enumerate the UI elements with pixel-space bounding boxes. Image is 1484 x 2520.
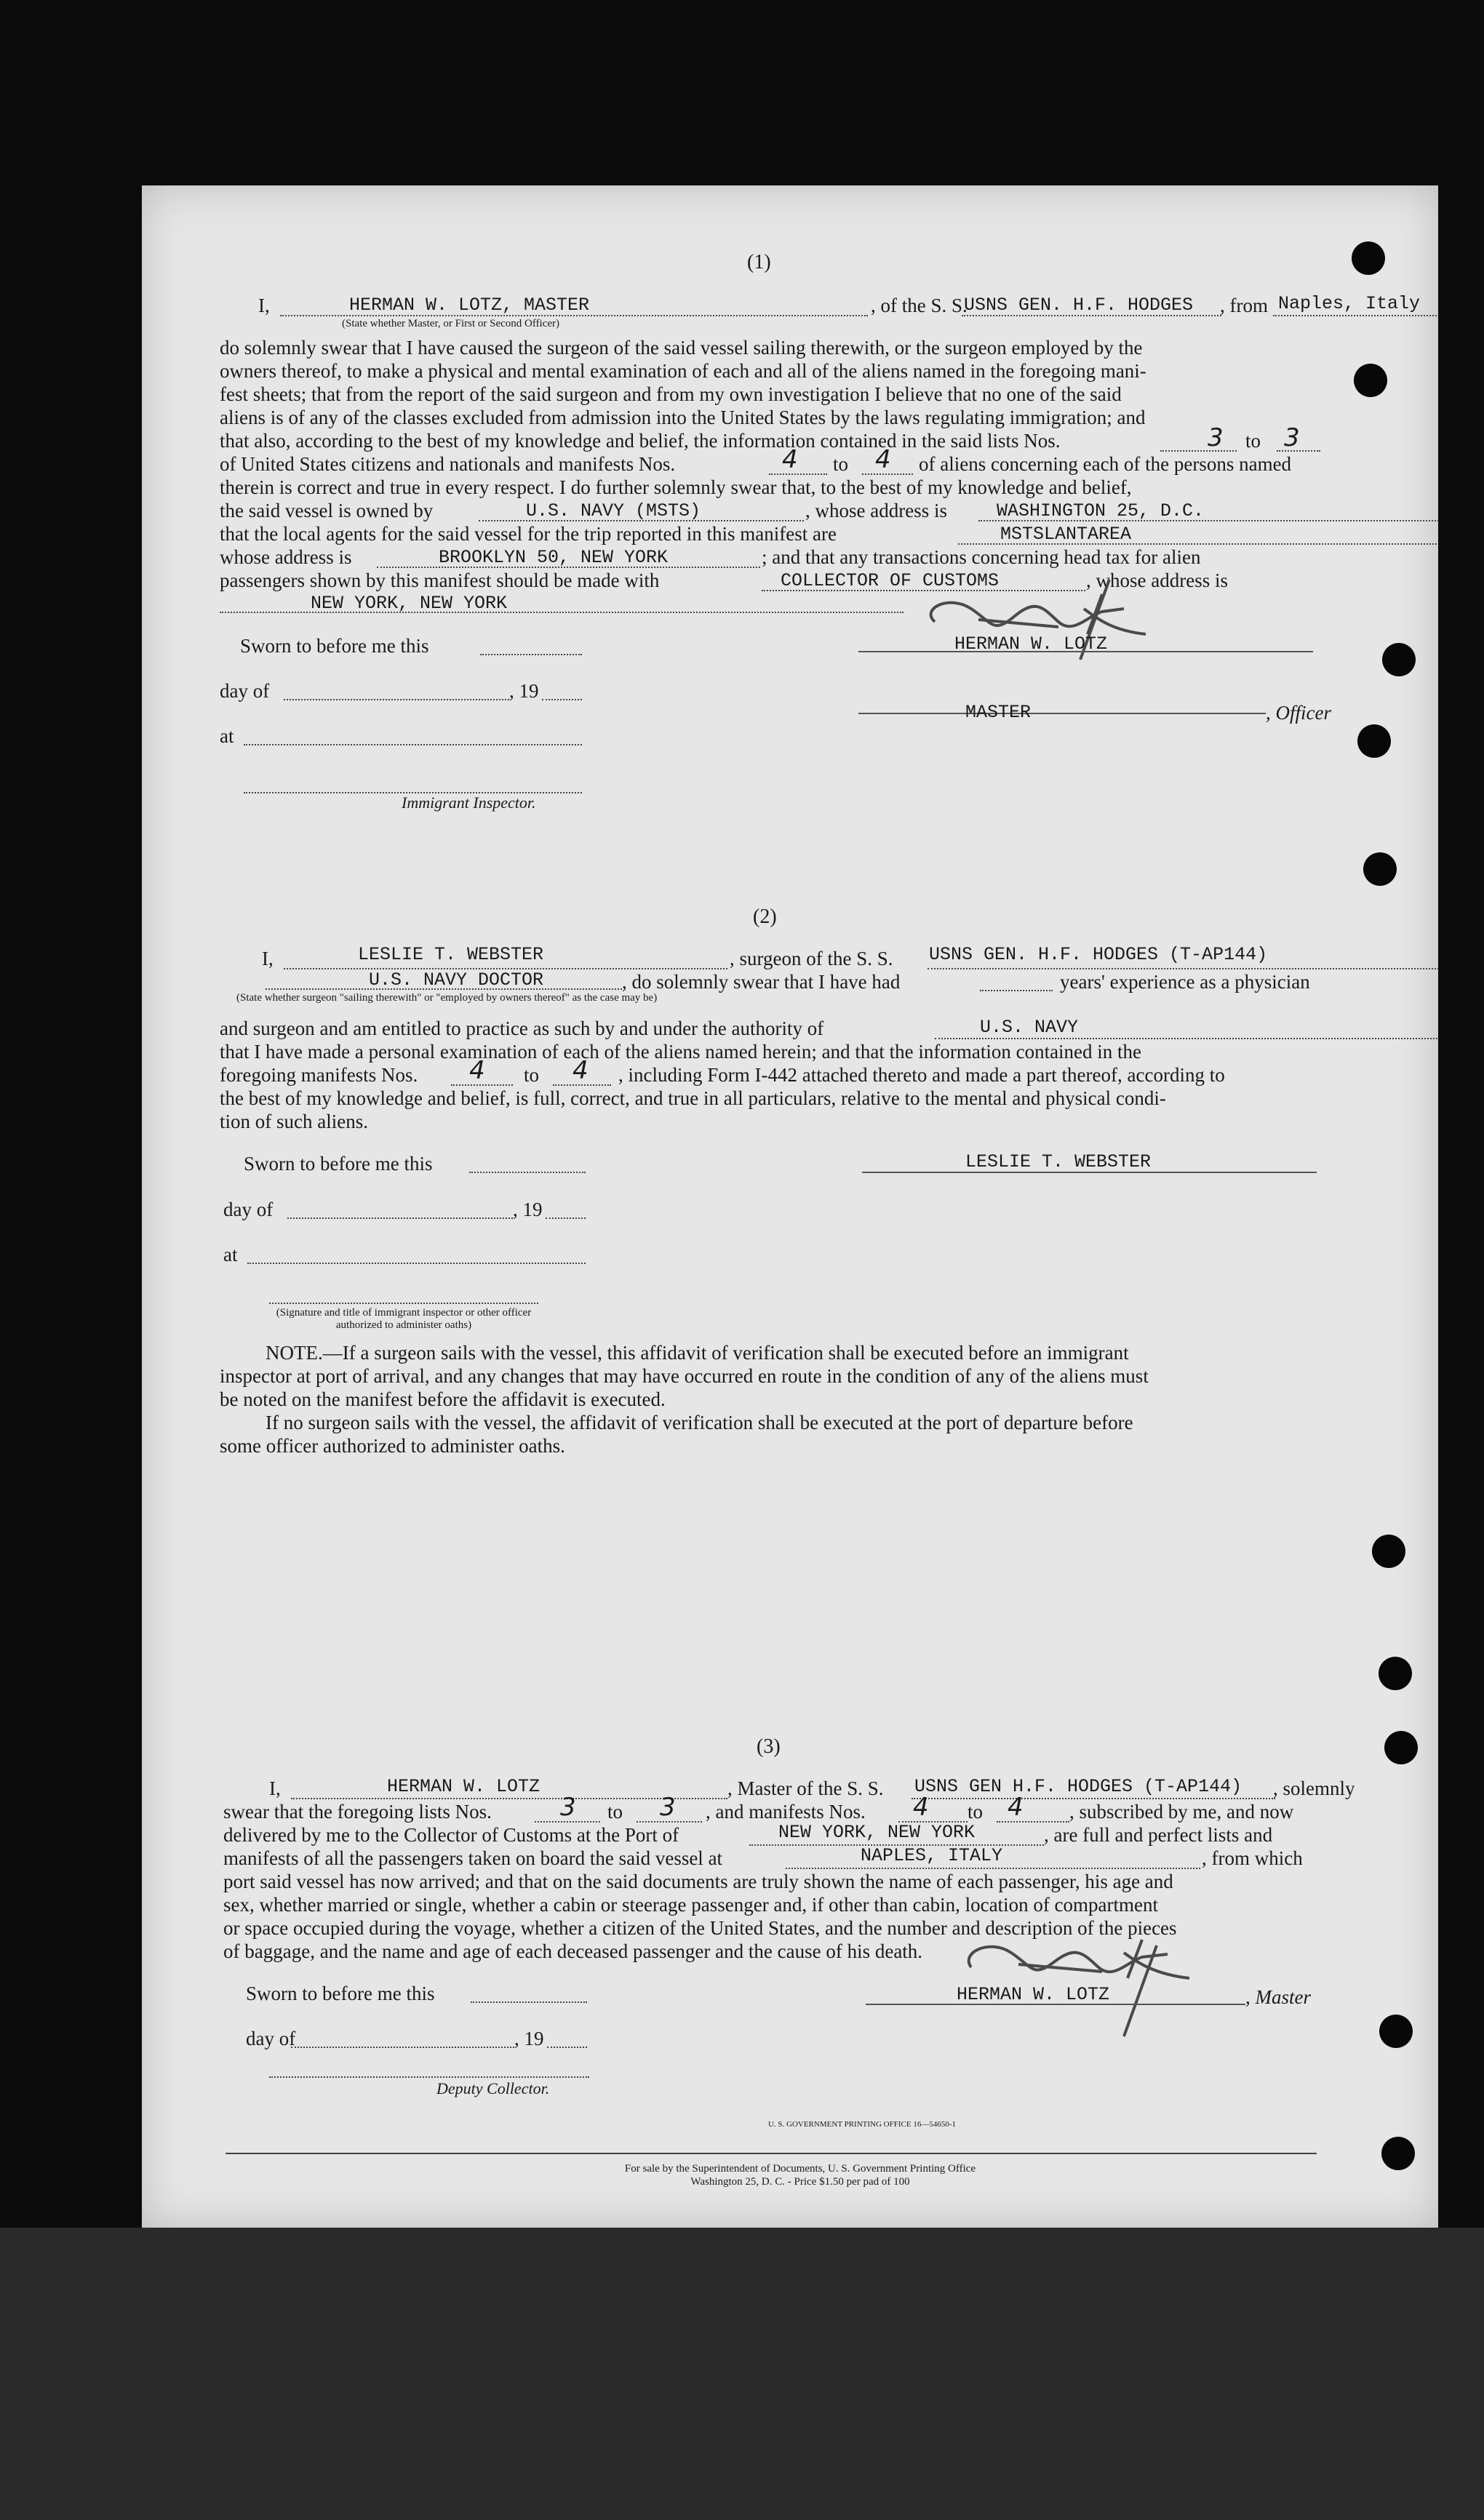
s2-note-4: some officer authorized to administer oaths. xyxy=(220,1435,565,1457)
s2-to: to xyxy=(524,1064,540,1086)
s2-note-1: inspector at port of arrival, and any changes that may have occurred en route in the condition of any of the aliens must xyxy=(220,1365,1149,1387)
s1-line-9: whose address is xyxy=(220,546,352,568)
section1-of-ship: , of the S. S. xyxy=(871,295,968,316)
s2-ship-line xyxy=(928,968,1438,969)
footer-sale-line2: Washington 25, D. C. - Price $1.50 per pad of 100 xyxy=(690,2176,910,2188)
s3-solemnly: , solemnly xyxy=(1273,1777,1355,1799)
s2-surgeon-of: , surgeon of the S. S. xyxy=(730,948,893,969)
s3-sworn-line xyxy=(471,2001,587,2003)
manifest-affidavit-page xyxy=(142,185,1438,2228)
s3-line-2: or space occupied during the voyage, whether a citizen of the United States, and the number and description of the pieces xyxy=(223,1917,1177,1939)
lists-from-line xyxy=(1160,450,1237,452)
s1-agents-address: BROOKLYN 50, NEW YORK xyxy=(439,547,669,568)
s3-from-which: , from which xyxy=(1202,1847,1303,1869)
s3-collector-line xyxy=(269,2076,589,2078)
punch-hole xyxy=(1357,724,1391,758)
s3-year-line xyxy=(547,2047,587,2048)
s1-sworn-line xyxy=(480,654,582,655)
s3-collector-label: Deputy Collector. xyxy=(436,2079,550,2097)
s2-authority-text: and surgeon and am entitled to practice as such by and under the authority of xyxy=(220,1017,824,1039)
s3-delivered: delivered by me to the Collector of Customs at the Port of xyxy=(223,1824,679,1846)
s2-sworn-line xyxy=(469,1172,586,1173)
s1-line-10: passengers shown by this manifest should be made with xyxy=(220,569,660,591)
s1-line-3: aliens is of any of the classes excluded from admission into the United States by the laws regulating immigration; and xyxy=(220,407,1146,428)
s2-line-2: the best of my knowledge and belief, is full, correct, and true in all particulars, relative to the mental and physical condi- xyxy=(220,1087,1166,1109)
s3-lists-to: 3 xyxy=(660,1793,676,1822)
section1-number: (1) xyxy=(747,251,771,273)
s2-sworn: Sworn to before me this xyxy=(244,1153,433,1175)
s3-lists-from: 3 xyxy=(560,1793,576,1822)
s3-and-manifests: , and manifests Nos. xyxy=(706,1801,866,1823)
s2-line-3: tion of such aliens. xyxy=(220,1111,368,1132)
s2-signer-name: LESLIE T. WEBSTER xyxy=(965,1151,1152,1172)
s1-owner-address-label: , whose address is xyxy=(805,500,947,521)
punch-hole xyxy=(1382,643,1416,676)
s1-signer-name: HERMAN W. LOTZ xyxy=(954,633,1108,655)
punch-hole xyxy=(1379,1657,1412,1690)
s1-owner-address: WASHINGTON 25, D.C. xyxy=(997,500,1205,521)
s3-to-b: to xyxy=(968,1801,984,1823)
s1-line-1: owners thereof, to make a physical and mental examination of each and all of the aliens named in the foregoing mani- xyxy=(220,360,1146,382)
herman-lotz-signature-1 xyxy=(906,565,1168,696)
s3-sworn: Sworn to before me this xyxy=(246,1983,435,2004)
s1-at-line xyxy=(244,744,582,745)
punch-hole xyxy=(1381,2137,1415,2170)
s1-line-6: therein is correct and true in every respect. I do further solemnly swear that, to the best of my knowledge and belief, xyxy=(220,476,1132,498)
s1-agents: MSTSLANTAREA xyxy=(1000,524,1132,545)
s3-master-label: , Master xyxy=(1245,1986,1311,2008)
s3-master-of: , Master of the S. S. xyxy=(727,1777,884,1799)
s3-ship-line xyxy=(911,1798,1275,1799)
s3-day-of: day of xyxy=(246,2028,296,2049)
s3-swear-text: swear that the foregoing lists Nos. xyxy=(223,1801,492,1823)
section2-intro: I, xyxy=(262,948,274,969)
section3-intro: I, xyxy=(269,1777,281,1799)
s3-master-name: HERMAN W. LOTZ xyxy=(387,1776,540,1797)
s1-at: at xyxy=(220,725,234,747)
s1-day-line xyxy=(284,699,509,700)
section2-number: (2) xyxy=(753,905,777,928)
s2-sig-note: (Signature and title of immigrant inspector or other officer authorized to administer oaths) xyxy=(276,1307,532,1332)
s1-year-line xyxy=(542,699,582,700)
s1-line-2: fest sheets; that from the report of the said surgeon and from my own investigation I believe that no one of the said xyxy=(220,383,1122,405)
s1-day-of: day of xyxy=(220,680,270,702)
s2-ship-name: USNS GEN. H.F. HODGES (T-AP144) xyxy=(929,944,1268,965)
s3-line-3: of baggage, and the name and age of each deceased passenger and the cause of his death. xyxy=(223,1940,923,1962)
from-port-line xyxy=(1273,315,1438,316)
punch-hole xyxy=(1363,852,1397,886)
authority-line xyxy=(935,1038,1438,1039)
footer-rule xyxy=(226,2153,1317,2154)
s1-lists-from: 3 xyxy=(1208,423,1224,452)
s2-including: , including Form I-442 attached thereto and made a part thereof, according to xyxy=(618,1064,1225,1086)
s3-port: NEW YORK, NEW YORK xyxy=(778,1822,976,1843)
years-line xyxy=(980,990,1053,991)
s2-status-note: (State whether surgeon "sailing therewith" or "employed by owners thereof" as the case may be) xyxy=(236,992,658,1004)
s1-line-8: that the local agents for the said vessel for the trip reported in this manifest are xyxy=(220,523,837,545)
s1-head-tax: ; and that any transactions concerning head tax for alien xyxy=(762,546,1201,568)
s3-manifests-to: 4 xyxy=(1008,1793,1024,1822)
printing-office-code: U. S. GOVERNMENT PRINTING OFFICE 16—54650-1 xyxy=(767,2120,956,2129)
section3-number: (3) xyxy=(757,1735,781,1758)
s2-manifests-to: 4 xyxy=(573,1056,589,1085)
s3-signer-name: HERMAN W. LOTZ xyxy=(957,1984,1110,2005)
s1-collector-address-label: , whose address is xyxy=(1086,569,1228,591)
s1-to-a: to xyxy=(1245,430,1261,452)
s1-officer-label: , Officer xyxy=(1266,702,1331,724)
s3-ship-name: USNS GEN H.F. HODGES (T-AP144) xyxy=(914,1776,1242,1797)
punch-hole xyxy=(1379,2015,1413,2048)
s1-of-aliens: of aliens concerning each of the persons named xyxy=(919,453,1292,475)
s2-year: , 19 xyxy=(513,1199,543,1220)
punch-hole xyxy=(1354,364,1387,397)
punch-hole xyxy=(1352,241,1385,275)
s3-subscribed: , subscribed by me, and now xyxy=(1069,1801,1294,1823)
s1-manifests-to: 4 xyxy=(875,445,891,474)
s1-lists-to: 3 xyxy=(1284,423,1300,452)
s3-line-0: port said vessel has now arrived; and that on the said documents are truly shown the name of each passenger, his age and xyxy=(223,1871,1173,1892)
s2-year-line xyxy=(546,1217,586,1219)
s3-manifests-text: manifests of all the passengers taken on board the said vessel at xyxy=(223,1847,723,1869)
s3-boarding-port: NAPLES, ITALY xyxy=(861,1845,1003,1866)
s1-sworn: Sworn to before me this xyxy=(240,635,429,657)
s1-line-4: that also, according to the best of my knowledge and belief, the information contained in the said lists Nos. xyxy=(220,430,1061,452)
s3-boarding-port-line xyxy=(786,1868,1200,1869)
section1-master-name: HERMAN W. LOTZ, MASTER xyxy=(349,295,590,316)
s1-line-5: of United States citizens and nationals and manifests Nos. xyxy=(220,453,676,475)
footer-sale-line1: For sale by the Superintendent of Documents, U. S. Government Printing Office xyxy=(624,2163,976,2175)
s1-collector-address: NEW YORK, NEW YORK xyxy=(311,593,508,614)
s2-line-1: foregoing manifests Nos. xyxy=(220,1064,418,1086)
section1-from-label: , from xyxy=(1220,295,1268,316)
section1-from-port: Naples, Italy xyxy=(1278,293,1421,314)
manifests-from-line xyxy=(769,473,827,475)
s3-manifests-from: 4 xyxy=(913,1793,929,1822)
s1-inspector-label: Immigrant Inspector. xyxy=(402,793,536,812)
s3-day-line xyxy=(291,2047,514,2048)
punch-hole xyxy=(1384,1731,1418,1764)
section1-role-note: (State whether Master, or First or Second Officer) xyxy=(342,318,560,329)
s1-manifests-from: 4 xyxy=(782,445,798,474)
s1-line-7: the said vessel is owned by xyxy=(220,500,434,521)
s1-collector: COLLECTOR OF CUSTOMS xyxy=(781,570,1000,591)
s2-years-text: years' experience as a physician xyxy=(1060,971,1310,993)
s1-owner: U.S. NAVY (MSTS) xyxy=(526,500,701,521)
s1-to-b: to xyxy=(833,453,849,475)
s2-swear-text: , do solemnly swear that I have had xyxy=(622,971,901,993)
s3-year: , 19 xyxy=(514,2028,544,2049)
scan-background xyxy=(0,2228,1484,2520)
punch-hole xyxy=(1372,1535,1405,1568)
s2-at: at xyxy=(223,1244,238,1265)
s2-surgeon-status: U.S. NAVY DOCTOR xyxy=(369,969,544,991)
s2-manifests-from: 4 xyxy=(469,1056,485,1085)
s3-to-a: to xyxy=(607,1801,623,1823)
s2-note-2: be noted on the manifest before the affidavit is executed. xyxy=(220,1388,666,1410)
s2-line-0: that I have made a personal examination of each of the aliens named herein; and that the information contained in the xyxy=(220,1041,1142,1063)
s2-note-3: If no surgeon sails with the vessel, the affidavit of verification shall be executed at the port of departure before xyxy=(266,1412,1133,1433)
s1-title-rule xyxy=(858,713,1266,714)
s2-note-0: NOTE.—If a surgeon sails with the vessel, this affidavit of verification shall be executed before an immigrant xyxy=(266,1342,1129,1364)
s2-at-line xyxy=(247,1263,586,1264)
section1-ship-name: USNS GEN. H.F. HODGES xyxy=(964,295,1194,316)
s3-full-text: , are full and perfect lists and xyxy=(1044,1824,1273,1846)
s1-year: , 19 xyxy=(509,680,539,702)
s2-inspector-line xyxy=(269,1303,538,1304)
s2-authority: U.S. NAVY xyxy=(980,1017,1079,1038)
s3-line-1: sex, whether married or single, whether a cabin or steerage passenger and, if other than cabin, location of compartment xyxy=(223,1894,1159,1916)
s2-surgeon-name: LESLIE T. WEBSTER xyxy=(358,944,544,965)
s1-signer-title: MASTER xyxy=(965,702,1032,723)
s2-day-line xyxy=(287,1217,513,1219)
s2-day-of: day of xyxy=(223,1199,274,1220)
s1-line-0: do solemnly swear that I have caused the surgeon of the said vessel sailing therewith, or the surgeon employed by the xyxy=(220,337,1143,359)
section1-intro: I, xyxy=(258,295,270,316)
